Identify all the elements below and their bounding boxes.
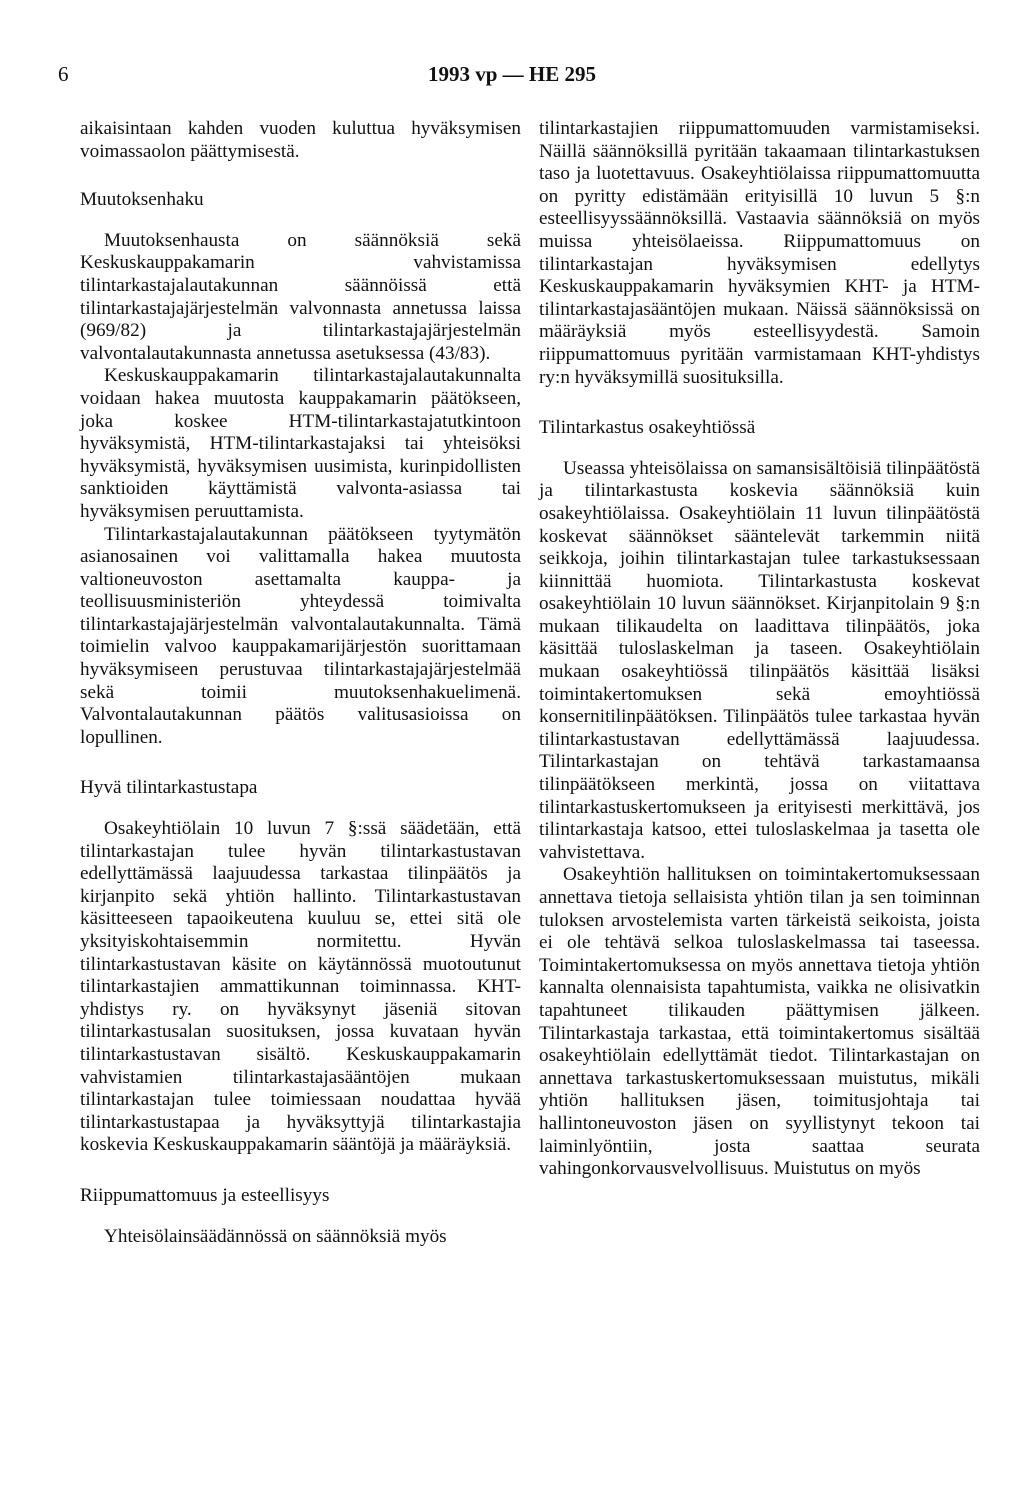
paragraph: Osakeyhtiölain 10 luvun 7 §:ssä säädetään, että tilintarkastajan tulee hyvän tilintarkastustavan edellyttämässä laajuudessa tarkastaa tilinpäätös ja kirjanpito sekä yhtiön hallinto. Tilintarkastustavan käsitteeseen tapaoikeutena kuuluu se, ettei sitä ole yksityiskohtaisemmin normitettu. Hyvän tilintarkastustavan käsite on käytännössä muotoutunut tilintarkastajien ammattikunnan toiminnassa. KHT-yhdistys ry. on hyväksynyt jäseniä sitovan tilintarkastusalan suosituksen, jossa kuvataan hyvän tilintarkastustavan sisältö. Keskuskauppakamarin vahvistamien tilintarkastajasääntöjen mukaan tilintarkastajan tulee toimiessaan noudattaa hyvää tilintarkastustapaa ja hyväksyttyjä tilintarkastajia koskevia Keskuskauppakamarin sääntöjä ja määräyksiä. xyxy=(80,818,521,1156)
paragraph: Yhteisölainsäädännössä on säännöksiä myös xyxy=(104,1225,447,1247)
section-heading-tilintarkastus-osakeyhtiossa: Tilintarkastus osakeyhtiössä xyxy=(539,417,756,439)
paragraph: Tilintarkastajalautakunnan päätökseen tyytymätön asianosainen voi valittamalla hakea muutosta valtioneuvoston asettamalta kauppa- ja teollisuusministeriön yhteydessä toimivalta tilintarkastajajärjestelmän valvontalautakunnalta. Tämä toimielin valvoo kauppakamarijärjestön suorittamaan hyväksymiseen perustuvaa tilintarkastajajärjestelmää sekä toimii muutoksenhakuelimenä. Valvontalautakunnan päätös valitusasioissa on lopullinen. xyxy=(80,523,521,748)
paragraph-continued: tilintarkastajien riippumattomuuden varmistamiseksi. Näillä säännöksillä pyritään takaamaan tilintarkastuksen taso ja luotettavuus. Osakeyhtiölaissa riippumattomuutta on pyritty edistämään erityisillä 10 luvun 5 §:n esteellisyyssäännöksillä. Vastaavia säännöksiä on myös muissa yhteisölaeissa. Riippumattomuus on tilintarkastajan hyväksymisen edellytys Keskuskauppakamarin hyväksymien KHT- ja HTM-tilintarkastajasääntöjen mukaan. Näissä säännöksissä on määräyksiä myös esteellisyydestä. Samoin riippumattomuus pyritään varmistamaan KHT-yhdistys ry:n hyväksymillä suosituksilla. xyxy=(539,118,980,388)
paragraph: Muutoksenhausta on säännöksiä sekä Keskuskauppakamarin vahvistamissa tilintarkastajalautakunnan säännöissä että tilintarkastajajärjestelmän valvonnasta annetussa laissa (969/82) ja tilintarkastajajärjestelmän valvontalautakunnasta annetussa asetuksessa (43/83). xyxy=(80,229,521,364)
section-heading-riippumattomuus: Riippumattomuus ja esteellisyys xyxy=(80,1184,330,1206)
paragraph: Useassa yhteisölaissa on samansisältöisiä tilinpäätöstä ja tilintarkastusta koskevia säännöksiä kuin osakeyhtiölaissa. Osakeyhtiölain 11 luvun tilinpäätöstä koskevat säännökset sääntelevät tarkemmin niitä seikkoja, joihin tilintarkastajan tulee tarkastuksessaan kiinnittää huomiota. Tilintarkastusta koskevat osakeyhtiölain 10 luvun säännökset. Kirjanpitolain 9 §:n mukaan tilikaudelta on laadittava tilinpäätös, joka käsittää tuloslaskelman ja taseen. Osakeyhtiölain mukaan osakeyhtiössä tilinpäätös käsittää lisäksi toimintakertomuksen sekä emoyhtiössä konsernitilinpäätöksen. Tilinpäätös tulee tarkastaa hyvän tilintarkastustavan edellyttämässä laajuudessa. Tilintarkastajan on tehtävä tarkastamaansa tilinpäätökseen merkintä, jossa on viitattava tilintarkastuskertomukseen ja erityisesti merkittävä, jos tilintarkastaja katsoo, ettei tuloslaskelmaa ja tasetta ole vahvistettava. xyxy=(539,457,980,863)
right-column xyxy=(539,118,980,1181)
paragraph: Osakeyhtiön hallituksen on toimintakertomuksessaan annettava tietoja sellaisista yhtiön tilan ja sen toiminnan tuloksen arvostelemista varten tärkeistä seikoista, joista ei ole tehtävä selkoa tuloslaskelmassa tai taseessa. Toimintakertomuksessa on myös annettava tietoja yhtiön kannalta olennaisista tapahtumista, vaikka ne olisivatkin tapahtuneet tilikauden päättymisen jälkeen. Tilintarkastaja tarkastaa, että toimintakertomus sisältää osakeyhtiölain edellyttämät tiedot. Tilintarkastajan on annettava tarkastuskertomuksessaan muistutus, mikäli yhtiön hallituksen jäsen, toimitusjohtaja tai hallintoneuvoston jäsen on syyllistynyt tekoon tai laiminlyöntiin, josta saattaa seurata vahingonkorvausvelvollisuus. Muistutus on myös xyxy=(539,864,980,1180)
left-column xyxy=(80,118,521,1248)
running-head: 1993 vp — HE 295 xyxy=(427,62,597,86)
page-number: 6 xyxy=(58,62,69,86)
paragraph: Keskuskauppakamarin tilintarkastajalautakunnalta voidaan hakea muutosta kauppakamarin päätökseen, joka koskee HTM-tilintarkastajatutkintoon hyväksymistä, HTM-tilintarkastajaksi tai yhteisöksi hyväksymistä, hyväksymisen uusimista, kurinpidollisten sanktioiden käyttämistä valvonta-asiassa tai hyväksymisen peruuttamista. xyxy=(80,365,521,522)
paragraph-continued: aikaisintaan kahden vuoden kuluttua hyväksymisen voimassaolon päättymisestä. xyxy=(80,118,521,162)
section-heading-hyva-tilintarkastustapa: Hyvä tilintarkastustapa xyxy=(80,777,258,799)
section-heading-muutoksenhaku: Muutoksenhaku xyxy=(80,189,204,211)
